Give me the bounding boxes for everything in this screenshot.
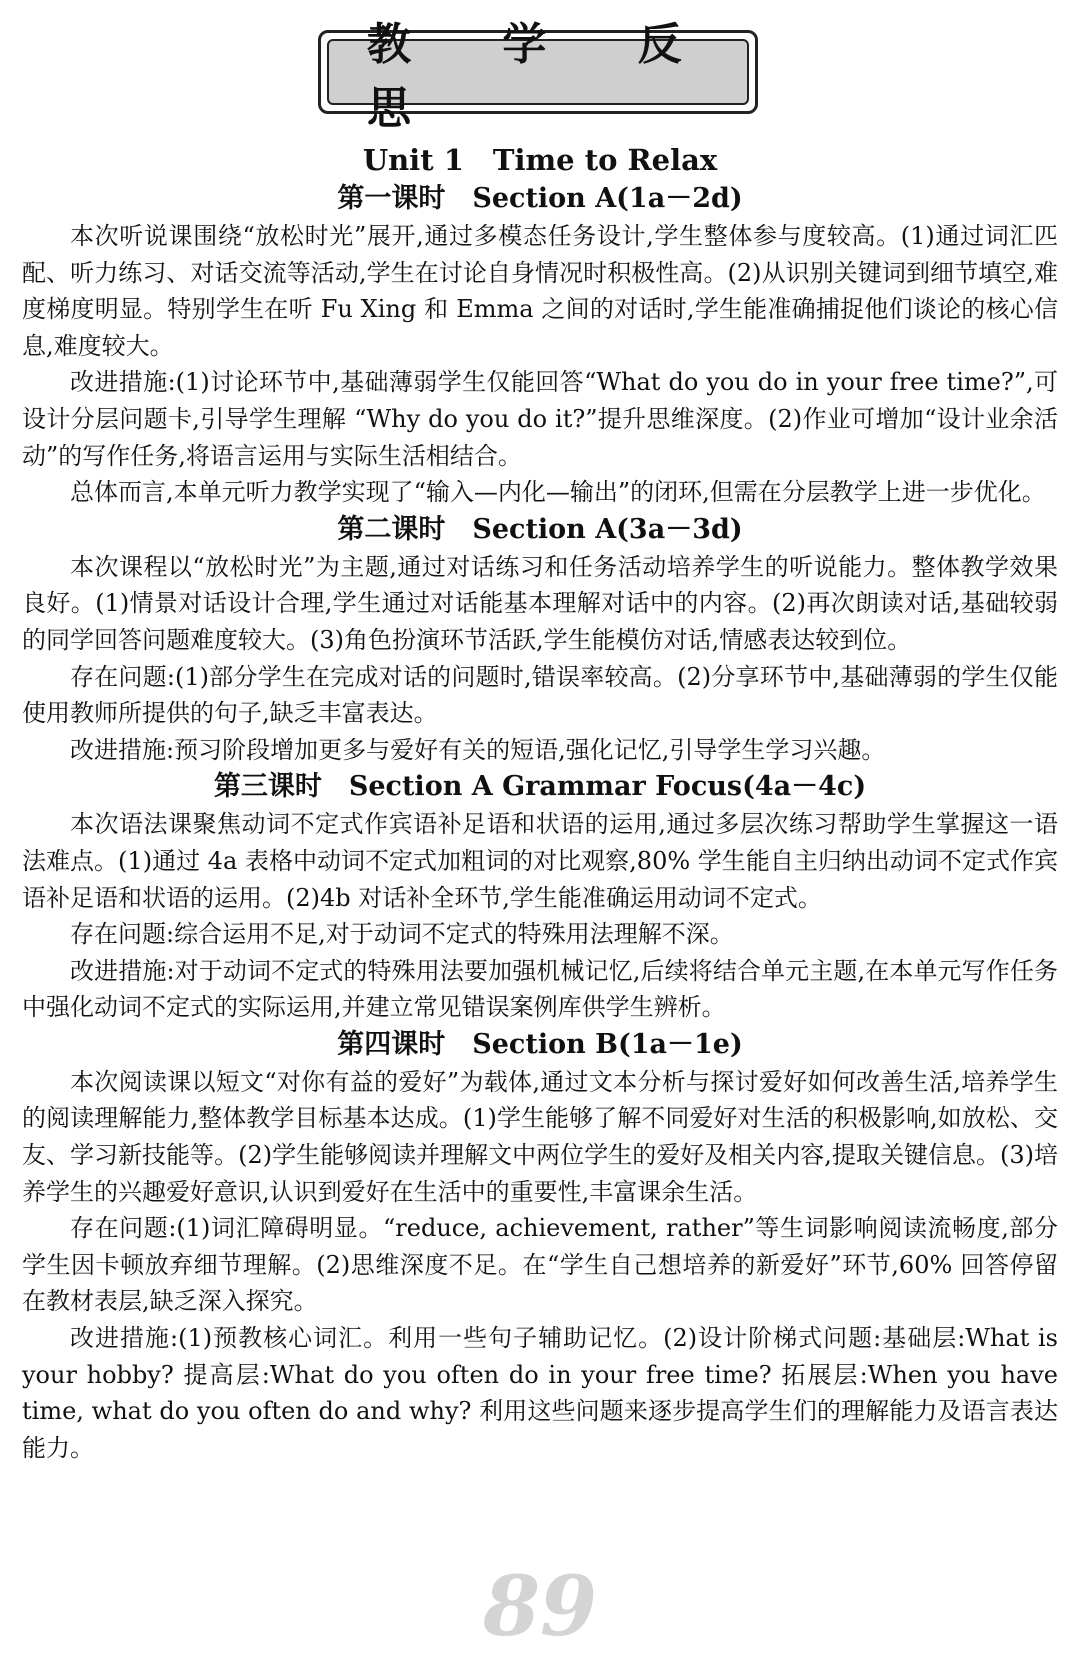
paragraph: 存在问题:综合运用不足,对于动词不定式的特殊用法理解不深。 bbox=[70, 920, 734, 949]
lesson-title: 第四课时 Section B(1a－1e) bbox=[337, 1028, 743, 1060]
paragraph: 本次听说课围绕“放松时光”展开,通过多模态任务设计,学生整体参与度较高。(1)通过词汇匹配、听力练习、对话交流等活动,学生在讨论自身情况时积极性高。(2)从识别关键词到细节填空,难度梯度明显。特别学生在听 Fu Xing 和 Emma 之间的对话时,学生能准确捕捉他们谈论的核心信息,难度较大。 bbox=[22, 222, 1058, 360]
paragraph: 总体而言,本单元听力教学实现了“输入—内化—输出”的闭环,但需在分层教学上进一步优化。 bbox=[70, 478, 1046, 507]
paragraph: 存在问题:(1)词汇障碍明显。“reduce, achievement, rather”等生词影响阅读流畅度,部分学生因卡顿放弃细节理解。(2)思维深度不足。在“学生自己想培养的新爱好”环节,60% 回答停留在教材表层,缺乏深入探究。 bbox=[22, 1214, 1058, 1316]
lesson-1 bbox=[22, 180, 1058, 511]
paragraph: 改进措施:预习阶段增加更多与爱好有关的短语,强化记忆,引导学生学习兴趣。 bbox=[70, 735, 886, 764]
lesson-2 bbox=[22, 511, 1058, 769]
paragraph: 本次课程以“放松时光”为主题,通过对话练习和任务活动培养学生的听说能力。整体教学效果良好。(1)情景对话设计合理,学生通过对话能基本理解对话中的内容。(2)再次朗读对话,基础较弱的同学回答问题难度较大。(3)角色扮演环节活跃,学生能模仿对话,情感表达较到位。 bbox=[22, 552, 1058, 654]
paragraph: 存在问题:(1)部分学生在完成对话的问题时,错误率较高。(2)分享环节中,基础薄弱的学生仅能使用教师所提供的句子,缺乏丰富表达。 bbox=[22, 662, 1058, 728]
document-body bbox=[22, 140, 1058, 1466]
page-heading: 教 学 反 思 bbox=[327, 39, 749, 105]
lesson-4 bbox=[22, 1026, 1058, 1467]
lesson-title: 第三课时 Section A Grammar Focus(4a－4c) bbox=[213, 771, 867, 803]
lesson-3 bbox=[22, 768, 1058, 1026]
page-number-watermark: 89 bbox=[482, 1559, 598, 1655]
paragraph: 改进措施:(1)预教核心词汇。利用一些句子辅助记忆。(2)设计阶梯式问题:基础层:What is your hobby? 提高层:What do you often do in your free time? 拓展层:When you have time, what do you often do and why? 利用这些问题来逐步提高学生们的理解能力及语言表达能力。 bbox=[22, 1324, 1058, 1462]
lesson-title: 第二课时 Section A(3a－3d) bbox=[337, 513, 743, 545]
paragraph: 本次语法课聚焦动词不定式作宾语补足语和状语的运用,通过多层次练习帮助学生掌握这一语法难点。(1)通过 4a 表格中动词不定式加粗词的对比观察,80% 学生能自主归纳出动词不定式作宾语补足语和状语的运用。(2)4b 对话补全环节,学生能准确运用动词不定式。 bbox=[22, 810, 1058, 912]
header-box bbox=[318, 19, 758, 134]
lesson-title: 第一课时 Section A(1a－2d) bbox=[337, 183, 743, 214]
paragraph: 本次阅读课以短文“对你有益的爱好”为载体,通过文本分析与探讨爱好如何改善生活,培养学生的阅读理解能力,整体教学目标基本达成。(1)学生能够了解不同爱好对生活的积极影响,如放松、交友、学习新技能等。(2)学生能够阅读并理解文中两位学生的爱好及相关内容,提取关键信息。(3)培养学生的兴趣爱好意识,认识到爱好在生活中的重要性,丰富课余生活。 bbox=[22, 1067, 1058, 1206]
paragraph: 改进措施:对于动词不定式的特殊用法要加强机械记忆,后续将结合单元主题,在本单元写作任务中强化动词不定式的实际运用,并建立常见错误案例库供学生辨析。 bbox=[22, 956, 1058, 1022]
paragraph: 改进措施:(1)讨论环节中,基础薄弱学生仅能回答“What do you do in your free time?”,可设计分层问题卡,引导学生理解 “Why do you do it?”提升思维深度。(2)作业可增加“设计业余活动”的写作任务,将语言运用与实际生活相结合。 bbox=[22, 368, 1058, 470]
unit-title: Unit 1 Time to Relax bbox=[362, 143, 718, 177]
